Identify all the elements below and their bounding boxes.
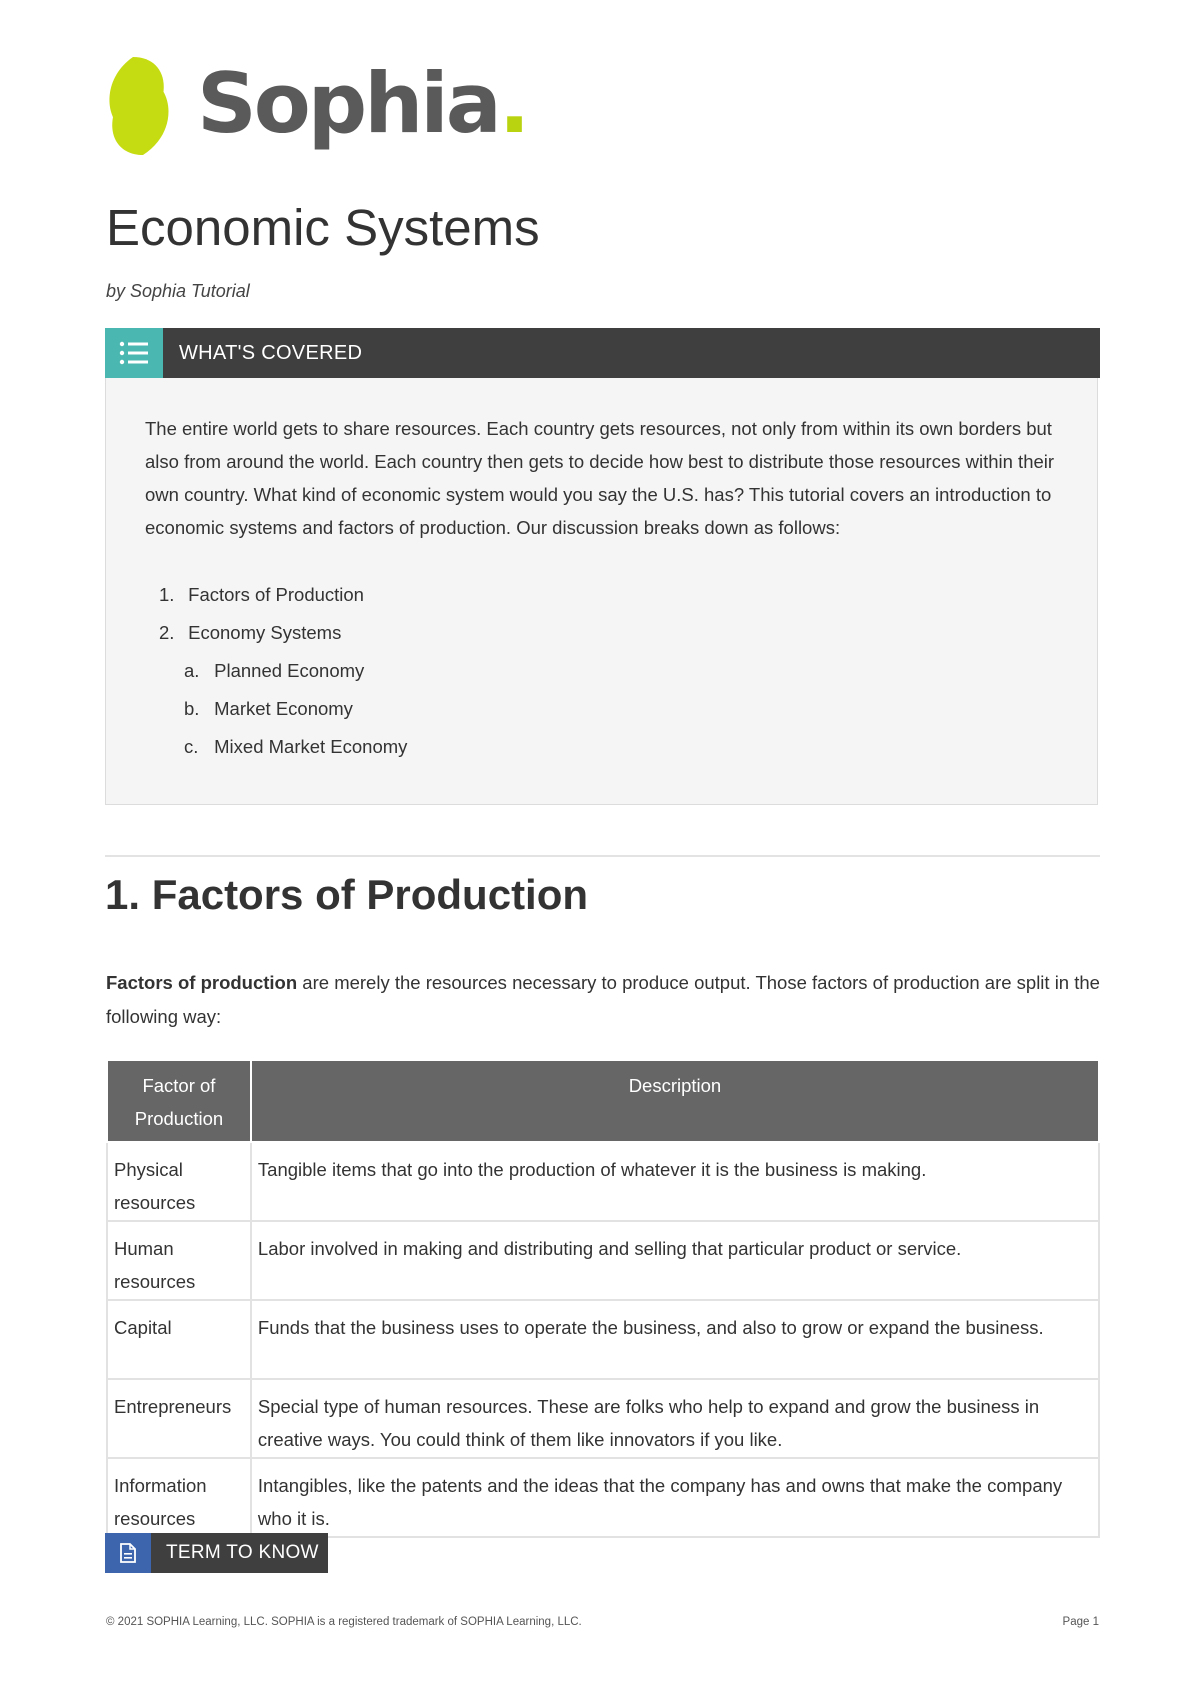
table-header-cell: Description [251, 1060, 1099, 1142]
factors-table [106, 1059, 1100, 1538]
term-to-know-badge [105, 1533, 328, 1573]
footer-copyright: © 2021 SOPHIA Learning, LLC. SOPHIA is a registered trademark of SOPHIA Learning, LLC. [106, 1616, 582, 1628]
byline: by Sophia Tutorial [106, 281, 250, 301]
description-cell: Intangibles, like the patents and the ideas that the company has and owns that make the company who it is. [251, 1458, 1099, 1537]
factor-cell: Capital [107, 1300, 251, 1379]
footer-page-number: Page 1 [1062, 1616, 1099, 1628]
table-row [107, 1221, 1099, 1300]
sophia-wordmark: Sophia. [197, 54, 528, 152]
table-row [107, 1142, 1099, 1221]
section-intro: Factors of production are merely the resources necessary to produce output. Those factors of production are split in the following way: [106, 972, 1100, 1027]
table-header-cell: Factor of Production [107, 1060, 251, 1142]
factor-cell: Human resources [107, 1221, 251, 1300]
outline-subitem: c. Mixed Market Economy [184, 736, 408, 757]
factor-cell: Information resources [107, 1458, 251, 1537]
list-icon [105, 328, 163, 378]
whats-covered-heading: WHAT'S COVERED [179, 341, 363, 364]
whats-covered-body [105, 378, 1098, 805]
document-icon [105, 1533, 151, 1573]
covered-paragraph: The entire world gets to share resources. Each country gets resources, not only from within its own borders but also from around the world. Each country then gets to decide how best to distribute those resources within their own country. What kind of economic system would you say the U.S. has? This tutorial covers an introduction to economic systems and factors of production. Our discussion breaks down as follows: [145, 418, 1055, 538]
outline-item: 2. Economy Systems [159, 622, 342, 643]
description-cell: Labor involved in making and distributing and selling that particular product or service. [251, 1221, 1099, 1300]
covered-outline [159, 576, 407, 766]
section-divider [105, 855, 1100, 857]
sophia-logo-mark-icon [103, 55, 175, 157]
table-row [107, 1458, 1099, 1537]
sophia-logo [103, 55, 527, 157]
term-to-know-label: TERM TO KNOW [166, 1542, 319, 1563]
table-row [107, 1300, 1099, 1379]
description-cell: Funds that the business uses to operate the business, and also to grow or expand the business. [251, 1300, 1099, 1379]
description-cell: Tangible items that go into the production of whatever it is the business is making. [251, 1142, 1099, 1221]
outline-item: 1. Factors of Production [159, 584, 364, 605]
key-term: Factors of production [106, 972, 298, 993]
table-header-row [107, 1060, 1099, 1142]
factor-cell: Entrepreneurs [107, 1379, 251, 1458]
outline-subitem: b. Market Economy [184, 698, 353, 719]
factor-cell: Physical resources [107, 1142, 251, 1221]
section-heading: 1. Factors of Production [105, 871, 589, 918]
whats-covered-header [105, 328, 1100, 378]
description-cell: Special type of human resources. These are folks who help to expand and grow the business in creative ways. You could think of them like innovators if you like. [251, 1379, 1099, 1458]
table-row [107, 1379, 1099, 1458]
outline-subitem: a. Planned Economy [184, 660, 365, 681]
document-title: Economic Systems [106, 199, 540, 256]
